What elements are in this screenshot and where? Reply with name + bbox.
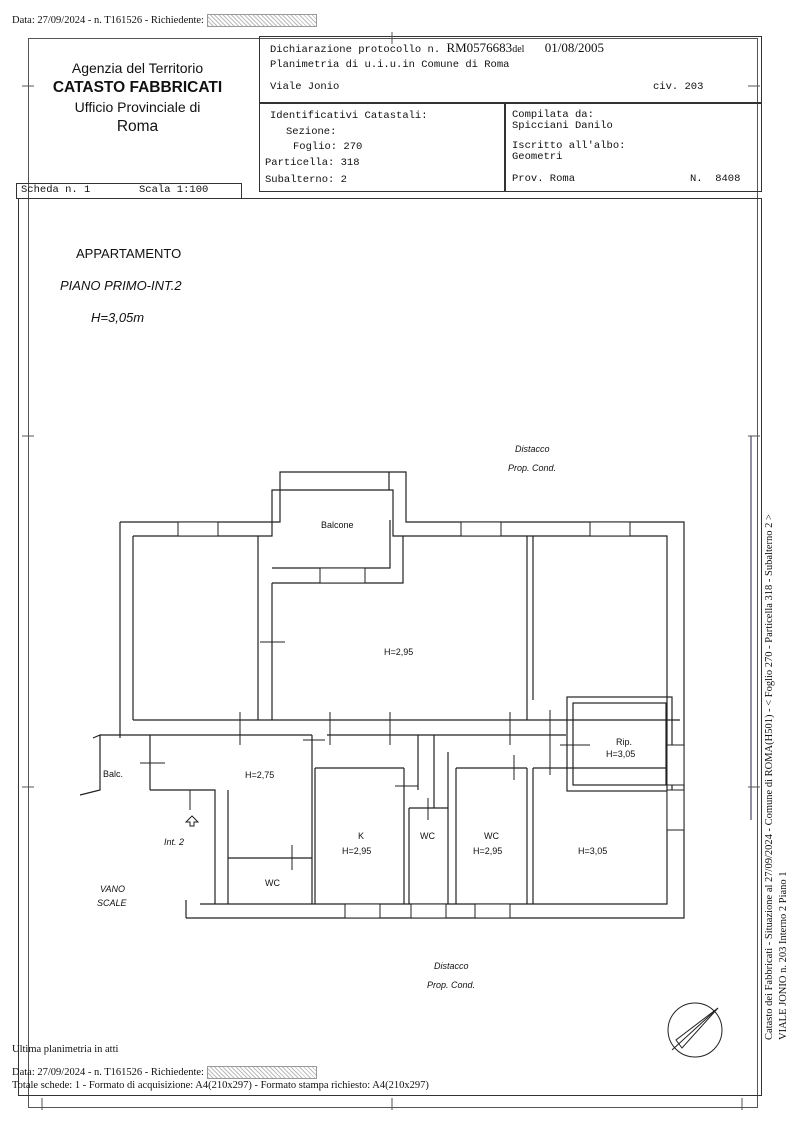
foglio-value: Foglio: 270	[293, 141, 363, 153]
del-label: del	[512, 44, 525, 55]
ultima-planimetria: Ultima planimetria in atti	[12, 1044, 119, 1055]
iscritto-value: Geometri	[512, 151, 563, 163]
catasto-title: CATASTO FABBRICATI	[52, 79, 223, 96]
distacco-top-label: Distacco	[515, 444, 550, 454]
rip-height: H=3,05	[606, 749, 636, 759]
register-number: N. 8408	[690, 173, 741, 185]
rip-label: Rip.	[616, 737, 633, 747]
header-date-text: Data: 27/09/2024 - n. T161526 - Richiedente:	[12, 14, 204, 26]
prop-cond-bottom-label: Prop. Cond.	[427, 980, 476, 990]
compass-icon	[668, 1003, 722, 1057]
ufficio-label: Ufficio Provinciale di	[74, 99, 201, 115]
balc-label: Balc.	[103, 769, 124, 779]
floor-label: PIANO PRIMO-INT.2	[60, 278, 182, 293]
civic-number: civ. 203	[653, 81, 704, 93]
footer-date-text: Data: 27/09/2024 - n. T161526 - Richiedente:	[12, 1066, 204, 1078]
vano-label: VANO	[100, 884, 126, 894]
entrance-arrow-icon	[186, 816, 198, 826]
footer-redacted-requester	[207, 1066, 317, 1079]
unit-type: APPARTAMENTO	[76, 246, 182, 261]
compiler-name: Spicciani Danilo	[512, 120, 613, 132]
scheda-number: Scheda n. 1	[21, 184, 91, 196]
footer-date-line	[12, 1066, 317, 1079]
province: Prov. Roma	[512, 173, 576, 185]
hall-height: H=2,75	[245, 770, 275, 780]
protocol-label: Dichiarazione protocollo n.	[270, 44, 441, 56]
plan-door-marks	[140, 642, 590, 870]
street-name: Viale Jonio	[270, 81, 340, 93]
particella-value: Particella: 318	[265, 157, 360, 169]
planimetria-line: Planimetria di u.i.u.in Comune di Roma	[270, 59, 510, 71]
ceiling-height: H=3,05m	[91, 310, 145, 325]
agency-name: Agenzia del Territorio	[71, 60, 204, 76]
sezione-label: Sezione:	[286, 126, 337, 138]
wc2-label: WC	[484, 831, 499, 841]
prop-cond-top-label: Prop. Cond.	[508, 463, 557, 473]
kitchen-label: K	[358, 831, 365, 841]
protocol-number: RM0576683	[446, 40, 513, 55]
sidebar-address-text: VIALE JONIO n. 203 Interno 2 Piano 1	[778, 871, 789, 1040]
wc1-label: WC	[420, 831, 435, 841]
identifiers-title: Identificativi Catastali:	[270, 110, 428, 122]
distacco-bottom-label: Distacco	[434, 961, 469, 971]
scale-value: Scala 1:100	[139, 184, 209, 196]
ufficio-city: Roma	[116, 118, 159, 135]
interno-label: Int. 2	[164, 837, 185, 847]
wc2-height: H=2,95	[473, 846, 503, 856]
living-room-height: H=2,95	[384, 647, 414, 657]
kitchen-height: H=2,95	[342, 846, 372, 856]
balcone-label: Balcone	[321, 520, 354, 530]
sidebar-situation-text: Catasto dei Fabbricati - Situazione al 27/09/2024 - Comune di ROMA(H501) - < Foglio 270 - Particella 318 - Subalterno 2 >	[764, 514, 775, 1040]
subalterno-value: Subalterno: 2	[265, 174, 347, 186]
compilata-label: Compilata da:	[512, 109, 594, 121]
wc3-label: WC	[265, 878, 280, 888]
iscritto-label: Iscritto all'albo:	[512, 140, 626, 152]
footer-totale: Totale schede: 1 - Formato di acquisizione: A4(210x297) - Formato stampa richiesto: A4(210x297)	[12, 1080, 429, 1091]
bedroom-height: H=3,05	[578, 846, 608, 856]
scale-stair-label: SCALE	[97, 898, 127, 908]
protocol-date: 01/08/2005	[544, 40, 604, 55]
